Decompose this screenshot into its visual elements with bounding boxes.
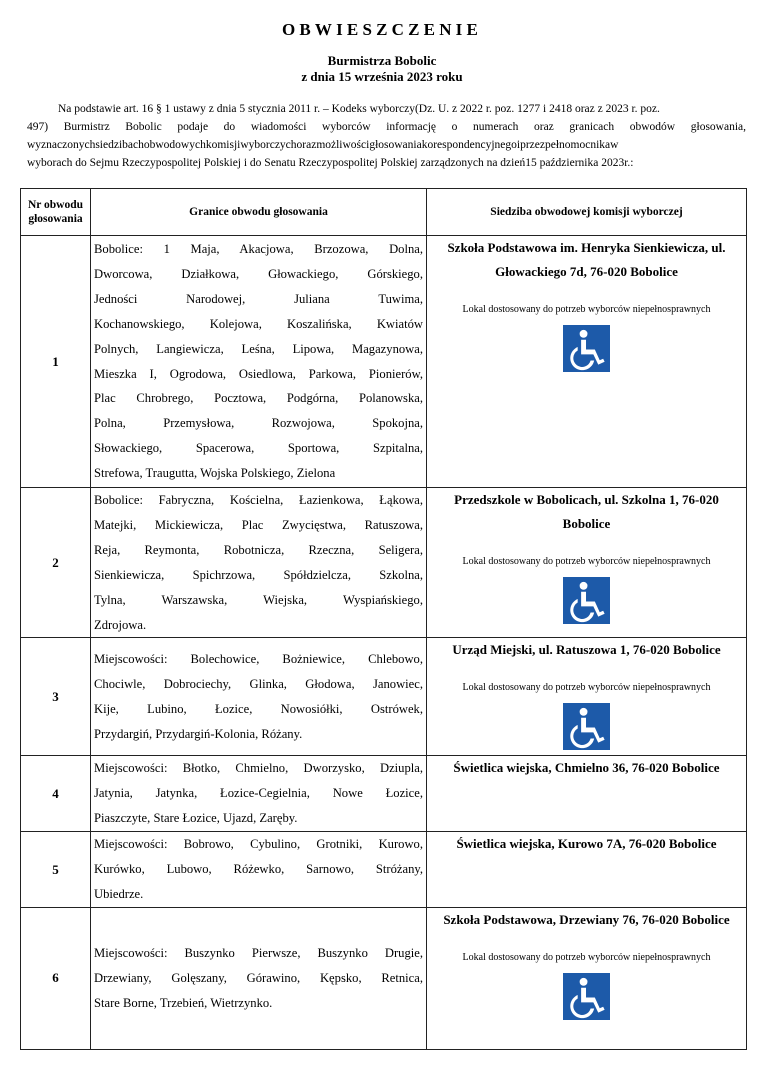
district-number: 5 xyxy=(21,832,91,908)
seat-address: Szkoła Podstawowa im. Henryka Sienkiewicza, ul. Głowackiego 7d, 76-020 Bobolice xyxy=(447,240,726,279)
boundary-line: Miejscowości: Buszynko Pierwsze, Buszynko Drugie, xyxy=(94,946,423,961)
wheelchair-accessible-icon xyxy=(563,703,610,750)
boundary-line: Przydargiń, Przydargiń-Kolonia, Różany. xyxy=(94,726,303,741)
subtitle xyxy=(0,53,764,85)
boundary-line: Kochanowskiego, Kolejowa, Koszalińska, Kwiatów xyxy=(94,316,423,331)
seat-address: Szkoła Podstawowa, Drzewiany 76, 76-020 Bobolice xyxy=(443,911,730,927)
table-header-row xyxy=(21,189,747,236)
boundary-line: Bobolice: 1 Maja, Akacjowa, Brzozowa, Dolna, xyxy=(94,241,423,256)
boundary-line: Plac Chrobrego, Pocztowa, Podgórna, Polanowska, xyxy=(94,391,423,406)
wheelchair-accessible-icon xyxy=(563,973,610,1020)
district-number: 1 xyxy=(21,236,91,488)
boundary-line: Tylna, Warszawska, Wiejska, Wyspiańskiego, xyxy=(94,592,423,607)
accessibility-note: Lokal dostosowany do potrzeb wyborców niepełnosprawnych xyxy=(462,951,711,963)
boundary-line: Piaszczyte, Stare Łozice, Ujazd, Zaręby. xyxy=(94,811,298,826)
district-number: 3 xyxy=(21,638,91,756)
header-nr: Nr obwodu głosowania xyxy=(21,189,91,236)
date-line: z dnia 15 września 2023 roku xyxy=(301,69,463,84)
boundary-line: Kurówko, Lubowo, Różewko, Sarnowo, Stróżany, xyxy=(94,862,423,877)
table-body xyxy=(21,236,747,1050)
accessibility-note: Lokal dostosowany do potrzeb wyborców niepełnosprawnych xyxy=(462,682,711,694)
intro-paragraph xyxy=(27,100,746,172)
boundary-line: Słowackiego, Spacerowa, Sportowa, Szpitalna, xyxy=(94,441,423,456)
commission-seat xyxy=(427,756,747,832)
boundary-line: Sienkiewicza, Spichrzowa, Spółdzielcza, Szkolna, xyxy=(94,567,423,582)
page-title: OBWIESZCZENIE xyxy=(281,20,483,39)
boundary-line: Kije, Lubino, Łozice, Nowosiółki, Ostrówek, xyxy=(94,701,423,716)
intro-line-1: Na podstawie art. 16 § 1 ustawy z dnia 5 stycznia 2011 r. – Kodeks wyborczy(Dz. U. z 2022 r. poz. 1277 i 2418 oraz z 2023 r. poz. xyxy=(58,103,660,115)
seat-address: Świetlica wiejska, Kurowo 7A, 76-020 Bobolice xyxy=(456,836,717,852)
commission-seat xyxy=(427,488,747,638)
district-boundaries xyxy=(91,756,427,832)
district-boundaries xyxy=(91,907,427,1049)
district-boundaries xyxy=(91,236,427,488)
header-siedziba: Siedziba obwodowej komisji wyborczej xyxy=(427,189,747,236)
wheelchair-accessible-icon xyxy=(563,325,610,372)
table-row xyxy=(21,488,747,638)
boundary-line: Dworcowa, Działkowa, Głowackiego, Górskiego, xyxy=(94,266,423,281)
district-boundaries xyxy=(91,638,427,756)
boundary-line: Drzewiany, Golęszany, Górawino, Kępsko, Retnica, xyxy=(94,970,423,985)
wheelchair-accessible-icon xyxy=(563,577,610,624)
boundary-line: Strefowa, Traugutta, Wojska Polskiego, Zielona xyxy=(94,466,336,481)
districts-table xyxy=(20,188,747,1050)
accessibility-note: Lokal dostosowany do potrzeb wyborców niepełnosprawnych xyxy=(462,556,711,567)
boundary-line: Miejscowości: Bolechowice, Bożniewice, Chlebowo, xyxy=(94,652,423,667)
seat-address: Świetlica wiejska, Chmielno 36, 76-020 Bobolice xyxy=(453,760,720,776)
district-number: 4 xyxy=(21,756,91,832)
table-row xyxy=(21,236,747,488)
table-row xyxy=(21,832,747,908)
boundary-line: Chociwle, Dobrociechy, Glinka, Głodowa, Janowiec, xyxy=(94,677,423,692)
commission-seat xyxy=(427,832,747,908)
boundary-line: Ubiedrze. xyxy=(94,886,144,901)
table-row xyxy=(21,756,747,832)
boundary-line: Polnych, Langiewicza, Leśna, Lipowa, Magazynowa, xyxy=(94,341,423,356)
accessibility-note: Lokal dostosowany do potrzeb wyborców niepełnosprawnych xyxy=(462,304,711,315)
boundary-line: Bobolice: Fabryczna, Kościelna, Łazienkowa, Łąkowa, xyxy=(94,493,423,507)
commission-seat xyxy=(427,638,747,756)
district-number: 2 xyxy=(21,488,91,638)
commission-seat xyxy=(427,236,747,488)
district-boundaries xyxy=(91,488,427,638)
boundary-line: Jedności Narodowej, Juliana Tuwima, xyxy=(94,291,423,306)
boundary-line: Zdrojowa. xyxy=(94,617,147,632)
district-number: 6 xyxy=(21,907,91,1049)
table-row xyxy=(21,638,747,756)
boundary-line: Mieszka I, Ogrodowa, Osiedlowa, Parkowa, Pionierów, xyxy=(94,366,423,381)
commission-seat xyxy=(427,907,747,1049)
seat-address: Przedszkole w Bobolicach, ul. Szkolna 1, 76-020 Bobolice xyxy=(454,492,719,531)
boundary-line: Miejscowości: Błotko, Chmielno, Dworzysko, Dziupla, xyxy=(94,761,423,776)
header-granice: Granice obwodu głosowania xyxy=(91,189,427,236)
boundary-line: Polna, Przemysłowa, Rozwojowa, Spokojna, xyxy=(94,416,423,431)
boundary-line: Miejscowości: Bobrowo, Cybulino, Grotniki, Kurowo, xyxy=(94,837,423,852)
seat-address: Urząd Miejski, ul. Ratuszowa 1, 76-020 Bobolice xyxy=(452,642,721,658)
boundary-line: Reja, Reymonta, Robotnicza, Rzeczna, Seligera, xyxy=(94,542,423,557)
district-boundaries xyxy=(91,832,427,908)
boundary-line: Matejki, Mickiewicza, Plac Zwycięstwa, Ratuszowa, xyxy=(94,517,423,532)
intro-line-3: wyznaczonychsiedzibachobwodowychkomisjiwyborczychorazmożliwościgłosowaniakorespondencyjnegoiprzezpełnomocnikaw xyxy=(27,139,619,151)
boundary-line: Stare Borne, Trzebień, Wietrzynko. xyxy=(94,995,273,1010)
table-row xyxy=(21,907,747,1049)
boundary-line: Jatynia, Jatynka, Łozice-Cegielnia, Nowe Łozice, xyxy=(94,786,423,801)
intro-line-4: wyborach do Sejmu Rzeczypospolitej Polskiej i do Senatu Rzeczypospolitej Polskiej zarządzonych na dzień15 października 2023r.: xyxy=(27,157,634,169)
intro-line-2: 497) Burmistrz Bobolic podaje do wiadomości wyborców informację o numerach oraz granicach obwodów głosowania, xyxy=(27,121,746,133)
issuer-line: Burmistrza Bobolic xyxy=(327,53,437,68)
